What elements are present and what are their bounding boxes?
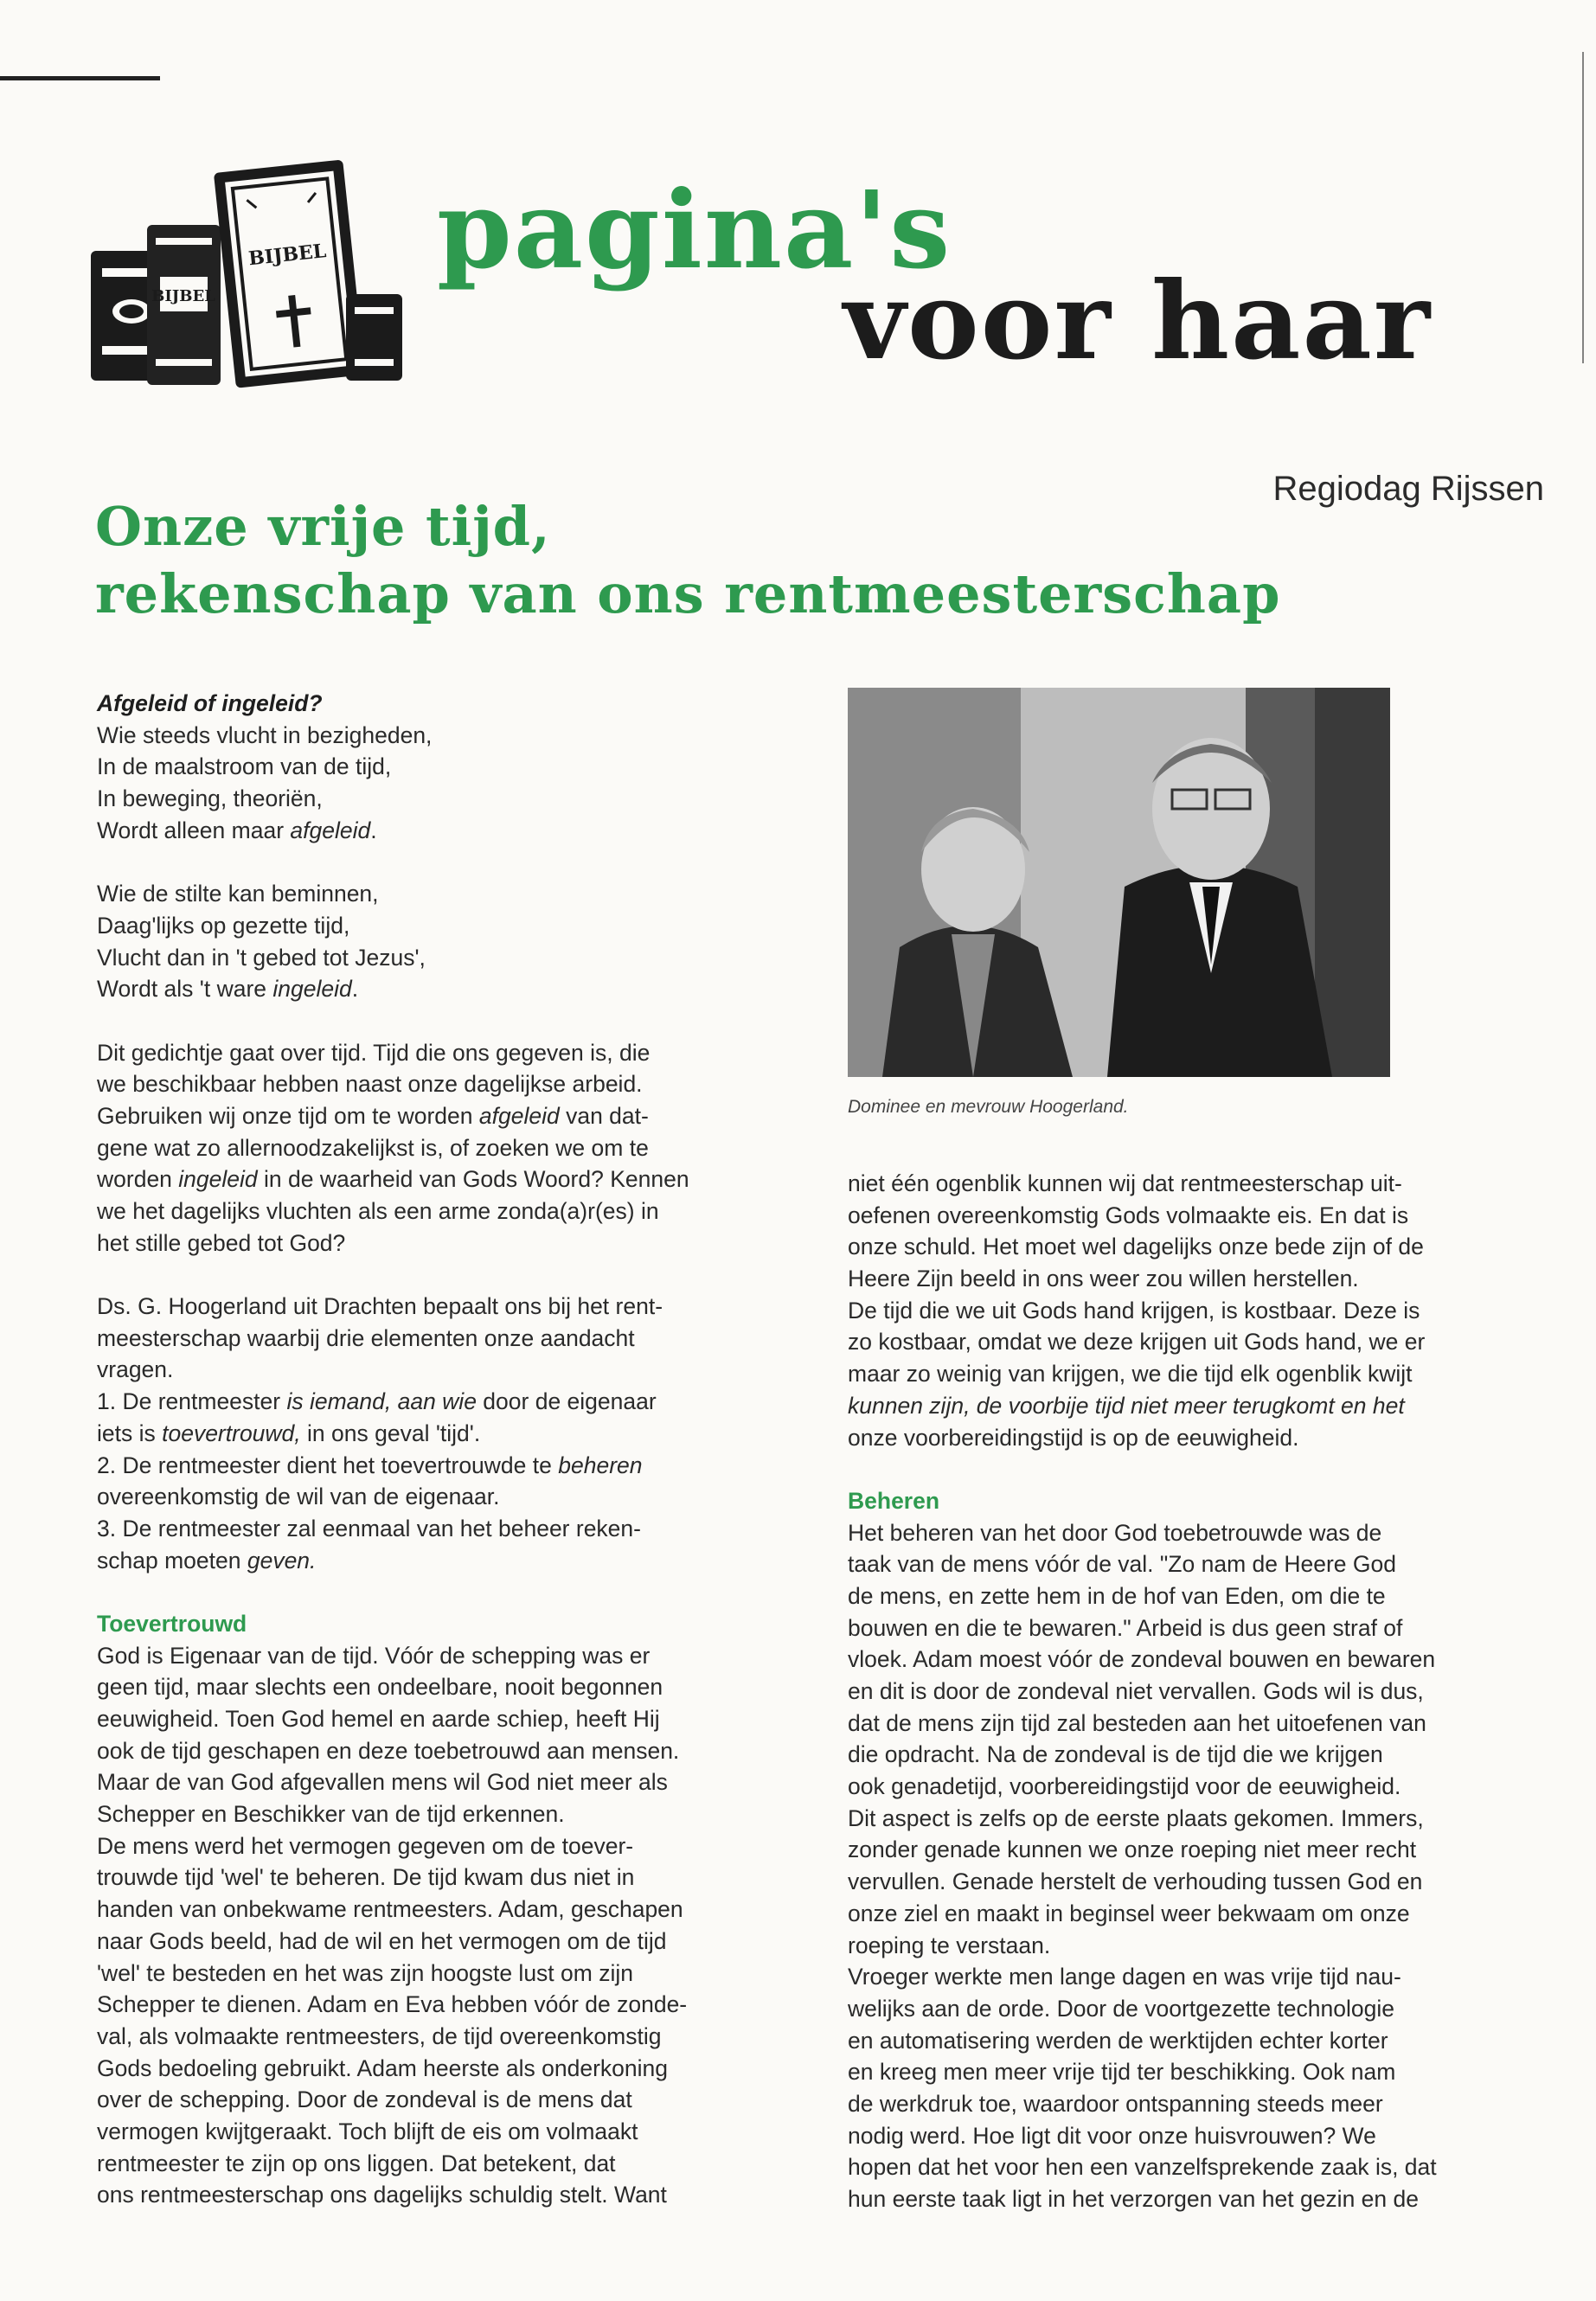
emphasis: afgeleid (478, 1102, 560, 1129)
text-line: 'wel' te besteden en het was zijn hoogste lust om zijn (97, 1959, 633, 1986)
section-subheading: Beheren (848, 1487, 940, 1514)
poem-line: In de maalstroom van de tijd, (97, 753, 392, 780)
masthead-title-line2: voor haar (843, 259, 1433, 384)
text-line: bouwen en die te bewaren." Arbeid is dus geen straf of (848, 1614, 1403, 1641)
svg-text:BIJBEL: BIJBEL (151, 287, 215, 305)
text-line: rentmeester te zijn op ons liggen. Dat betekent, dat (97, 2150, 616, 2176)
bible-books-logo (87, 156, 407, 394)
text-line: ook genadetijd, voorbereidingstijd voor de eeuwigheid. (848, 1773, 1401, 1800)
text-line: zo kostbaar, omdat we deze krijgen uit Gods hand, we er (848, 1329, 1426, 1356)
emphasis: ingeleid (272, 976, 352, 1003)
text-line: De mens werd het vermogen gegeven om de toever- (97, 1832, 634, 1859)
text-line: Ds. G. Hoogerland uit Drachten bepaalt ons bij het rent- (97, 1293, 663, 1320)
text-line: Heere Zijn beeld in ons weer zou willen herstellen. (848, 1266, 1359, 1292)
headline-line2: rekenschap van ons rentmeesterschap (95, 562, 1281, 625)
text-line: Gods bedoeling gebruikt. Adam heerste als onderkoning (97, 2054, 668, 2081)
emphasis: toevertrouwd, (162, 1420, 301, 1446)
text-line: handen van onbekwame rentmeesters. Adam, geschapen (97, 1896, 683, 1923)
text-line: Gebruiken wij onze tijd om te worden afgeleid van dat- (97, 1102, 649, 1129)
right-column (848, 1168, 1514, 2215)
text-line: we het dagelijks vluchten als een arme zonda(a)r(es) in (97, 1198, 659, 1224)
text-line: 3. De rentmeester zal eenmaal van het beheer reken- (97, 1515, 641, 1541)
emphasis: ingeleid (178, 1166, 258, 1193)
text-line: vervullen. Genade herstelt de verhouding tussen God en (848, 1868, 1423, 1895)
poem-line: In beweging, theoriën, (97, 785, 323, 812)
text-line: kunnen zijn, de voorbije tijd niet meer terugkomt en het (848, 1392, 1405, 1419)
headline-line1: Onze vrije tijd, (95, 495, 551, 558)
text-line: 1. De rentmeester is iemand, aan wie door de eigenaar (97, 1388, 657, 1415)
text-line: Dit aspect is zelfs op de eerste plaats gekomen. Immers, (848, 1804, 1424, 1831)
paragraph-gap (97, 846, 779, 878)
text-line: het stille gebed tot God? (97, 1229, 346, 1256)
paragraph-gap (97, 1005, 779, 1037)
photo-caption: Dominee en mevrouw Hoogerland. (848, 1097, 1129, 1117)
text-line: roeping te verstaan. (848, 1932, 1051, 1958)
text-line: eeuwigheid. Toen God hemel en aarde schiep, heeft Hij (97, 1706, 660, 1732)
text-line: Schepper te dienen. Adam en Eva hebben vóór de zonde- (97, 1991, 688, 2018)
text-line: Schepper en Beschikker van de tijd erkennen. (97, 1801, 565, 1828)
emphasis: geven. (247, 1547, 317, 1574)
text-line: nodig werd. Hoe ligt dit voor onze huisvrouwen? We (848, 2122, 1376, 2149)
emphasis: is iemand, aan wie (286, 1388, 477, 1415)
text-line: naar Gods beeld, had de wil en het vermogen om de tijd (97, 1927, 667, 1954)
text-line: val, als volmaakte rentmeesters, de tijd overeenkomstig (97, 2022, 662, 2049)
text-line: de werkdruk toe, waardoor ontspanning steeds meer (848, 2090, 1383, 2117)
text-line: trouwde tijd 'wel' te beheren. De tijd kwam dus niet in (97, 1864, 635, 1891)
emphasis: afgeleid (290, 817, 371, 843)
text-line: schap moeten geven. (97, 1547, 317, 1574)
margin-mark (1582, 52, 1584, 363)
text-line: Maar de van God afgevallen mens wil God niet meer als (97, 1769, 668, 1796)
masthead-title-line1: pagina's (437, 168, 952, 293)
text-line: vragen. (97, 1356, 174, 1383)
text-line: hun eerste taak ligt in het verzorgen van het gezin en de (848, 2186, 1419, 2212)
article-headline (95, 493, 1548, 628)
poem-line: Wie de stilte kan beminnen, (97, 881, 379, 907)
text-line: onze schuld. Het moet wel dagelijks onze bede zijn of de (848, 1234, 1424, 1260)
poem-line: Daag'lijks op gezette tijd, (97, 912, 350, 939)
paragraph-gap (97, 1576, 779, 1608)
text-line: Dit gedichtje gaat over tijd. Tijd die ons gegeven is, die (97, 1039, 651, 1066)
article-kicker: Regiodag Rijssen (1272, 470, 1544, 508)
text-line: God is Eigenaar van de tijd. Vóór de schepping was er (97, 1642, 651, 1669)
text-line: Vroeger werkte men lange dagen en was vrije tijd nau- (848, 1964, 1401, 1990)
text-line: oefenen overeenkomstig Gods volmaakte eis. En dat is (848, 1202, 1409, 1228)
poem-line: Vlucht dan in 't gebed tot Jezus', (97, 944, 426, 971)
text-line: iets is toevertrouwd, in ons geval 'tijd'. (97, 1420, 481, 1446)
text-line: over de schepping. Door de zondeval is de mens dat (97, 2086, 632, 2113)
section-heading: Afgeleid of ingeleid? (97, 690, 323, 716)
text-line: onze voorbereidingstijd is op de eeuwigheid. (848, 1424, 1299, 1451)
paragraph-gap (97, 1259, 779, 1291)
text-line: onze ziel en maakt in beginsel weer bekwaam om onze (848, 1900, 1410, 1926)
text-line: Het beheren van het door God toebetrouwde was de (848, 1519, 1382, 1546)
text-line: die opdracht. Na de zondeval is de tijd die we krijgen (848, 1741, 1383, 1768)
poem-line: Wordt alleen maar afgeleid. (97, 817, 377, 843)
logo-label: BIJBEL (247, 240, 328, 271)
text-line: hopen dat het voor hen een vanzelfsprekende zaak is, dat (848, 2154, 1437, 2181)
text-line: De tijd die we uit Gods hand krijgen, is kostbaar. Deze is (848, 1297, 1420, 1324)
text-line: niet één ogenblik kunnen wij dat rentmeesterschap uit- (848, 1170, 1402, 1196)
text-line: worden ingeleid in de waarheid van Gods Woord? Kennen (97, 1166, 689, 1193)
text-line: welijks aan de orde. Door de voortgezette technologie (848, 1995, 1394, 2022)
text-line: vloek. Adam moest vóór de zondeval bouwen en bewaren (848, 1646, 1436, 1673)
text-line: de mens, en zette hem in de hof van Eden, om die te (848, 1582, 1386, 1609)
text-line: dat de mens zijn tijd zal besteden aan het uitoefenen van (848, 1709, 1426, 1736)
left-column (97, 688, 779, 2211)
text-line: en kreeg men meer vrije tijd ter beschikking. Ook nam (848, 2059, 1396, 2086)
text-line: en dit is door de zondeval niet vervallen. Gods wil is dus, (848, 1678, 1424, 1704)
text-line: gene wat zo allernoodzakelijkst is, of zoeken we om te (97, 1134, 649, 1161)
text-line: ook de tijd geschapen en deze toebetrouwd aan mensen. (97, 1737, 680, 1764)
text-line: meesterschap waarbij drie elementen onze aandacht (97, 1324, 635, 1351)
text-line: vermogen kwijtgeraakt. Toch blijft de eis om volmaakt (97, 2118, 638, 2144)
text-line: overeenkomstig de wil van de eigenaar. (97, 1484, 500, 1510)
text-line: geen tijd, maar slechts een ondeelbare, nooit begonnen (97, 1674, 663, 1701)
text-line: en automatisering werden de werktijden echter korter (848, 2027, 1388, 2054)
text-line: taak van de mens vóór de val. "Zo nam de Heere God (848, 1551, 1396, 1578)
couple-photo (848, 688, 1390, 1077)
paragraph-gap (848, 1453, 1514, 1485)
text-line: we beschikbaar hebben naast onze dagelijkse arbeid. (97, 1071, 643, 1098)
section-subheading: Toevertrouwd (97, 1610, 247, 1637)
top-rule (0, 76, 160, 80)
emphasis: beheren (558, 1452, 643, 1478)
text-line: ons rentmeesterschap ons dagelijks schuldig stelt. Want (97, 2182, 667, 2208)
text-line: zonder genade kunnen we onze roeping niet meer recht (848, 1836, 1417, 1863)
text-line: maar zo weinig van krijgen, we die tijd elk ogenblik kwijt (848, 1361, 1413, 1388)
poem-line: Wordt als 't ware ingeleid. (97, 976, 359, 1003)
text-line: 2. De rentmeester dient het toevertrouwde te beheren (97, 1452, 643, 1478)
poem-line: Wie steeds vlucht in bezigheden, (97, 721, 433, 748)
